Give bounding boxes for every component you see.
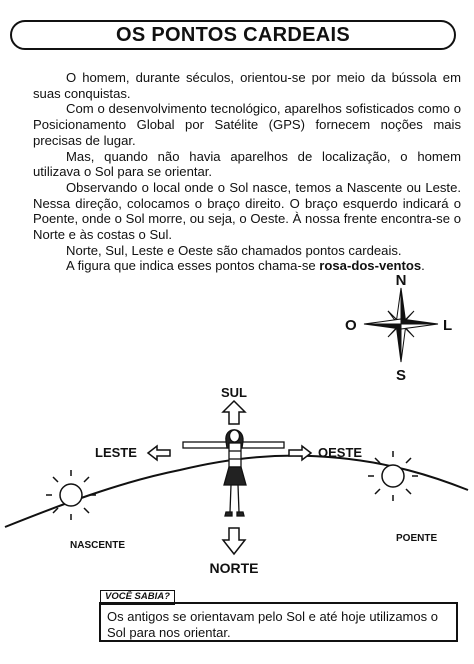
paragraph-4: Observando o local onde o Sol nasce, temos a Nascente ou Leste. Nessa direção, colocamos o braço direito. O braço esquerdo indicará o Poente, onde o Sol morre, ou seja, o Oeste. À nossa frente encontra-se o Norte e às costas o Sul. bbox=[33, 179, 461, 243]
rosa-dos-ventos-term: rosa-dos-ventos bbox=[319, 258, 422, 274]
paragraph-6-end: . bbox=[421, 258, 425, 274]
paragraph-5: Norte, Sul, Leste e Oeste são chamados pontos cardeais. bbox=[66, 242, 402, 258]
compass-w-label: O bbox=[345, 317, 357, 334]
paragraph-3: Mas, quando não havia aparelhos de localização, o homem utilizava o Sol para se orientar. bbox=[33, 148, 461, 180]
oeste-label: OESTE bbox=[318, 445, 363, 460]
sul-label: SUL bbox=[221, 385, 247, 400]
page-title: OS PONTOS CARDEAIS bbox=[116, 24, 350, 46]
compass-e-label: L bbox=[443, 317, 453, 334]
paragraph-2: Com o desenvolvimento tecnológico, aparelhos sofisticados como o Posicionamento Global por Satélite (GPS) fornecem noções mais precisas de lugar. bbox=[33, 101, 461, 148]
norte-label: NORTE bbox=[209, 560, 259, 576]
paragraph-6-text: A figura que indica esses pontos chama-se bbox=[66, 258, 320, 274]
callout-label: VOCÊ SABIA? bbox=[100, 590, 175, 605]
nascente-label: NASCENTE bbox=[70, 540, 126, 551]
girl-figure-icon bbox=[183, 430, 284, 516]
leste-arrow-icon bbox=[148, 446, 170, 460]
leste-label: LESTE bbox=[95, 445, 137, 460]
sun-setting-icon bbox=[368, 451, 418, 501]
oeste-arrow-icon bbox=[289, 446, 311, 460]
compass-s-label: S bbox=[395, 367, 407, 384]
compass-rose-icon bbox=[364, 288, 438, 362]
compass-n-label: N bbox=[395, 272, 407, 289]
paragraph-1: O homem, durante séculos, orientou-se por meio da bússola em suas conquistas. bbox=[33, 70, 461, 101]
callout-box: Os antigos se orientavam pelo Sol e até hoje utilizamos o Sol para nos orientar. bbox=[99, 602, 458, 642]
norte-arrow-icon bbox=[223, 528, 245, 554]
poente-label: POENTE bbox=[396, 533, 438, 544]
sul-arrow-icon bbox=[223, 401, 245, 424]
